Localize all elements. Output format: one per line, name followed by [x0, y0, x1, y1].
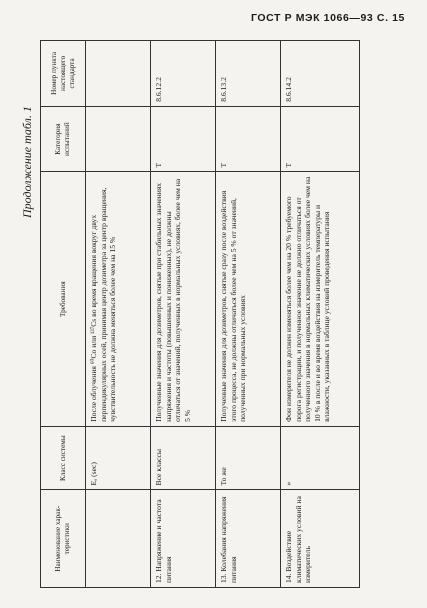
cell-class: Eₐ (sec)	[86, 426, 151, 490]
table-row	[216, 41, 281, 588]
cell-category	[86, 106, 151, 172]
cell-class: »	[281, 426, 360, 490]
cell-requirement: Полученные значения для дозиметров, снятые при стабильных значениях напряжения и частоты (повышенных и пониженных), не должны отличаться от значений, полученных в нормальных условиях, более чем на 5 %	[151, 172, 216, 426]
table-row	[281, 41, 360, 588]
cell-name: 12. Напряжение и частота питания	[151, 490, 216, 588]
page-header: ГОСТ Р МЭК 1066—93 С. 15	[250, 12, 405, 24]
cell-clause-number: 8.6.13.2	[216, 41, 281, 107]
cell-name: 13. Колебания напряжения питания	[216, 490, 281, 588]
cell-clause-number: 8.6.12.2	[151, 41, 216, 107]
cell-category: Т	[281, 106, 360, 172]
cell-category: Т	[151, 106, 216, 172]
requirements-table	[40, 40, 360, 588]
cell-name: 14. Воздействие климатических условий на измеритель	[281, 490, 360, 588]
rotated-table-block	[20, 28, 415, 588]
column-header-name: Наименование харак- теристики	[41, 490, 86, 588]
table-row	[151, 41, 216, 588]
cell-category: Т	[216, 106, 281, 172]
cell-requirement: После облучения ⁶⁰Co или ¹³⁷Cs во время вращения вокруг двух перпендикулярных осей, принимая центр дозиметра за центр вращения, чувствительность не должна меняться более чем на 15 %	[86, 172, 151, 426]
table-header-row	[41, 41, 86, 588]
cell-name	[86, 490, 151, 588]
table-row	[86, 41, 151, 588]
cell-clause-number	[86, 41, 151, 107]
column-header-category: Категория испытаний	[41, 106, 86, 172]
column-header-class: Класс системы	[41, 426, 86, 490]
column-header-clause-number: Номер пункта настоящего стандарта	[41, 41, 86, 107]
cell-clause-number: 8.6.14.2	[281, 41, 360, 107]
cell-requirement: Полученные значения для дозиметров, снятые сразу после воздействия этого процесса, не должны отличаться более чем на 5 % от значений, полученных при нормальных условиях	[216, 172, 281, 426]
cell-class: То же	[216, 426, 281, 490]
column-header-requirements: Требования	[41, 172, 86, 426]
table-continuation-label: Продолжение табл. 1	[20, 106, 34, 218]
cell-requirement: Фон измерителя не должен изменяться более чем на 20 % требуемого порога регистрации, и полученное значение не должно отличаться от полученного значения в нормальных климатических условиях более чем на 10 % в после и во время воздействия на измеритель температуры и влажности, указанных в таблице условий проведения испытания	[281, 172, 360, 426]
cell-class: Все классы	[151, 426, 216, 490]
